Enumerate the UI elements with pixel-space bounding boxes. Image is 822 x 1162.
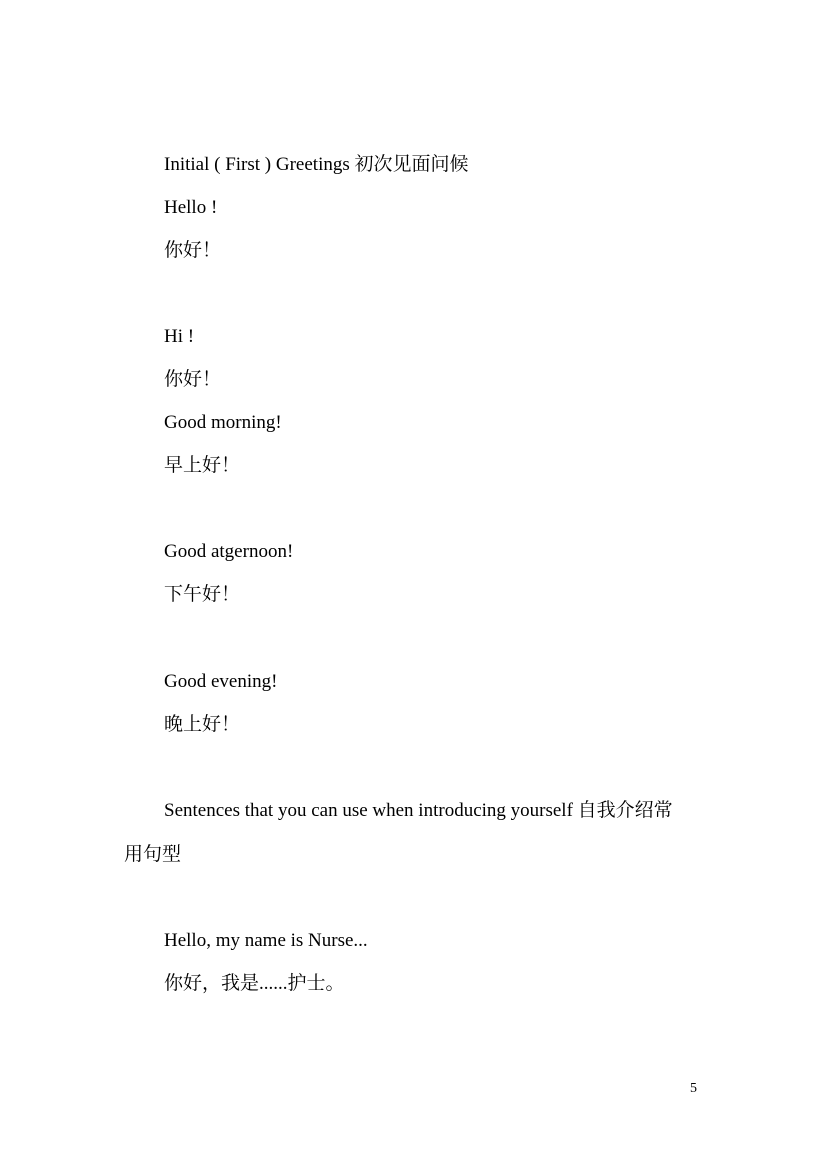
phrase-chinese: 你好，我是......护士。 xyxy=(164,973,345,994)
page-number: 5 xyxy=(690,1081,697,1096)
phrase-english: Good evening! xyxy=(164,671,278,692)
phrase-chinese: 下午好！ xyxy=(164,584,241,605)
phrase-chinese: 晚上好！ xyxy=(164,714,241,735)
phrase-english: Good atgernoon! xyxy=(164,541,294,562)
section-heading-introduction-continued: 用句型 xyxy=(124,844,182,865)
phrase-chinese: 你好！ xyxy=(164,369,222,390)
section-heading-greetings: Initial ( First ) Greetings 初次见面问候 xyxy=(164,154,469,175)
phrase-english: Hi ! xyxy=(164,326,195,347)
section-heading-introduction: Sentences that you can use when introducing yourself 自我介绍常 xyxy=(164,800,673,821)
phrase-chinese: 你好！ xyxy=(164,240,222,261)
phrase-english: Good morning! xyxy=(164,412,282,433)
phrase-english: Hello ! xyxy=(164,197,218,218)
phrase-chinese: 早上好！ xyxy=(164,455,241,476)
phrase-english: Hello, my name is Nurse... xyxy=(164,930,368,951)
